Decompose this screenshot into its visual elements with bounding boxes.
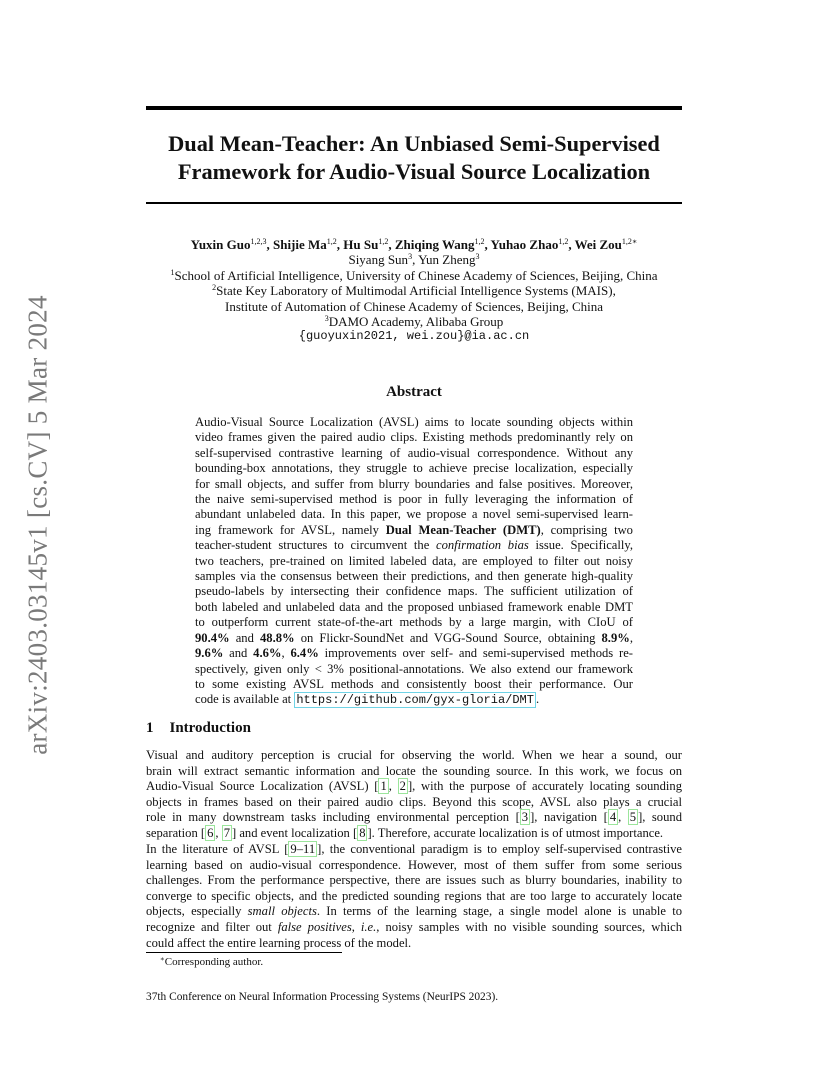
author-7-affil: 3 (408, 252, 413, 262)
body-text: recognize and filter out (146, 919, 278, 934)
section-number: 1 (146, 720, 154, 736)
affiliation-3-mark: 3 (324, 314, 329, 324)
affiliation-2-cont: Institute of Automation of Chinese Academy of Sciences, Beijing, China (224, 298, 603, 314)
affiliation-3-text: DAMO Academy, Alibaba Group (328, 314, 504, 330)
body-text: , (215, 825, 222, 840)
abstract-text: and (229, 630, 260, 645)
citation-link[interactable]: 9–11 (290, 842, 316, 856)
abstract-text: . (535, 692, 540, 707)
metric-value: 9.6% (195, 646, 224, 661)
citation-link[interactable]: 3 (521, 810, 529, 825)
affiliation-2-mark: 2 (212, 283, 217, 293)
citation-link[interactable]: 8 (359, 825, 366, 840)
metric-value: 90.4% (195, 630, 230, 645)
body-line: converge to specific objects, and the predicted sounding regions that are too large to accurately locate (146, 888, 682, 903)
footnote-rule (146, 952, 342, 953)
arxiv-stamp-text: arXiv:2403.03145v1 [cs.CV] 5 Mar 2024 (22, 295, 53, 755)
author-line-1: Yuxin Guo$^{1,2,3}$, Shijie Ma$^{1,2}$, Hu Su$^{1,2}$, Zhiqing Wang$^{1,2}$, Yuhao Zhao$^{1,2}$, Wei Zou$^{1,2∗}$ (190, 237, 638, 252)
arxiv-stamp (18, 290, 58, 760)
emphasis-text: confirmation bias (436, 538, 529, 553)
citation-link[interactable]: 1 (380, 779, 387, 794)
footnote-mark: ∗ (160, 955, 165, 963)
body-text: , (388, 779, 398, 794)
abstract-line: for small objects, and suffer from blurry boundaries and false positives. Moreover, (195, 476, 633, 491)
abstract-line: video frames given the paired audio clips. Existing methods predominantly rely on (195, 430, 633, 445)
metric-value: 6.4% (290, 646, 319, 661)
body-text: ], the conventional paradigm is to employ self-supervised contrastive (317, 842, 682, 856)
abstract-line (195, 538, 633, 553)
body-line: brain will extract semantic information and locate the sounding source. In this work, we focus on (146, 763, 682, 778)
author-3-affil: 1,2 (378, 237, 389, 246)
abstract-line: to some existing AVSL methods and consistently boost their performance. Our (195, 676, 633, 691)
paper-title (146, 130, 682, 186)
author-5-affil: 1,2 (558, 237, 569, 246)
footnote (160, 956, 263, 968)
abstract-line: samples via the consensus between their predictions, and then generate high-quality (195, 569, 633, 584)
abstract-text: code is available at (195, 692, 295, 707)
body-text: ], sound (638, 810, 682, 825)
author-6: Wei Zou (574, 237, 622, 252)
abstract-text: ing framework for AVSL, namely (195, 522, 386, 537)
abstract-text: improvements over self- and semi-supervised methods re- (318, 646, 633, 661)
abstract-line: both labeled and unlabeled data and the proposed unbiased framework enable DMT (195, 599, 633, 614)
abstract-text: , (281, 646, 291, 661)
author-8: Yun Zheng (418, 252, 476, 268)
author-block (146, 237, 682, 345)
abstract-line: bounding-box annotations, they struggle to achieve precise localization, especially (195, 461, 633, 476)
conference-note: 37th Conference on Neural Information Processing Systems (NeurIPS 2023). (146, 991, 499, 1003)
abstract-text: , (629, 630, 633, 645)
abstract-line (195, 523, 633, 538)
body-text: ], with the purpose of accurately locating sounding (407, 779, 682, 794)
body-text: , (618, 810, 628, 825)
author-1: Yuxin Guo (190, 237, 251, 252)
abstract-text: and (223, 646, 254, 661)
title-line-1: Dual Mean-Teacher: An Unbiased Semi-Supervised (168, 131, 660, 156)
abstract-line: self-supervised contrastive learning of audio-visual correspondence. Without any (195, 445, 633, 460)
abstract-body (195, 415, 633, 709)
abstract-line (195, 646, 633, 661)
citation-link[interactable]: 6 (207, 825, 214, 840)
abstract-text: teacher-student structures to circumvent the (195, 538, 436, 553)
body-text: , (351, 919, 361, 934)
body-text: objects, especially (146, 904, 248, 919)
body-text: . In terms of the learning stage, a single model alone is unable to (316, 904, 682, 919)
body-line (146, 842, 682, 858)
author-line-2: Siyang Sun$^3$, Yun Zheng$^3$ (348, 252, 480, 268)
author-3: Hu Su (343, 237, 379, 252)
abstract-line: spectively, given only < 3% positional-annotations. We also extend our framework (195, 661, 633, 676)
title-line-2: Framework for Audio-Visual Source Localization (177, 159, 651, 184)
body-text: separation [ (146, 825, 206, 840)
body-line (146, 904, 682, 920)
author-2: Shijie Ma (272, 237, 327, 252)
body-text: ]. Therefore, accurate localization is of utmost importance. (367, 825, 664, 840)
author-5: Yuhao Zhao (490, 237, 559, 252)
author-7: Siyang Sun (348, 252, 409, 268)
abstract-text: , comprising two (540, 522, 633, 537)
citation-link[interactable]: 5 (629, 810, 637, 825)
body-text: In the literature of AVSL [ (146, 842, 289, 856)
body-line: Visual and auditory perception is crucial for observing the world. When we hear a sound, our (146, 748, 682, 762)
emphasis-text: i.e. (360, 919, 377, 934)
body-line: learning based on audio-visual correspondence. However, most of them suffer from some serious (146, 857, 682, 872)
affiliation-1-mark: 1 (170, 267, 175, 277)
abstract-heading: Abstract (386, 384, 442, 400)
metric-value: 48.8% (259, 630, 295, 645)
author-1-affil: 1,2,3 (250, 237, 267, 246)
title-bottom-rule (146, 202, 682, 204)
emphasis-text: false positives (277, 919, 352, 934)
intro-paragraph-2 (146, 842, 682, 951)
affiliation-2-text: State Key Laboratory of Multimodal Artificial Intelligence Systems (MAIS), (216, 283, 616, 299)
author-2-affil: 1,2 (326, 237, 337, 246)
intro-paragraph-1 (146, 748, 682, 842)
emphasis-text: small objects (247, 904, 317, 919)
affiliation-1 (146, 268, 682, 283)
affiliation-1-text: School of Artificial Intelligence, University of Chinese Academy of Sciences, Beijing, China (174, 267, 658, 283)
author-4: Zhiqing Wang (394, 237, 475, 252)
author-6-affil: 1,2∗ (621, 237, 638, 246)
abstract-line (195, 692, 633, 708)
body-text: Audio-Visual Source Localization (AVSL) [ (146, 779, 379, 794)
title-top-rule (146, 106, 682, 110)
body-line (146, 810, 682, 826)
body-line: could affect the entire learning process of the model. (146, 935, 412, 950)
body-line (146, 826, 682, 842)
citation-link[interactable]: 4 (609, 810, 617, 825)
body-text: ] and event localization [ (232, 825, 358, 840)
abstract-line (195, 631, 633, 646)
abstract-line: abundant unlabeled data. In this paper, we propose a novel semi-supervised learn- (195, 507, 633, 522)
body-text: ], navigation [ (530, 810, 608, 825)
abstract-line: to outperform current state-of-the-art methods by a large margin, with CIoU of (195, 615, 633, 630)
affiliation-3 (146, 314, 682, 329)
body-text: role in many downstream tasks including environmental perception [ (146, 810, 520, 825)
section-heading (146, 720, 251, 737)
body-text: , noisy samples with no visible sounding sources, which (376, 919, 682, 934)
citation-link[interactable]: 2 (399, 779, 406, 794)
author-8-affil: 3 (475, 252, 480, 262)
abstract-line: two teachers, pre-trained on limited labeled data, are employed to filter out noisy (195, 553, 633, 568)
abstract-line: the naive semi-supervised method is poor in fully leveraging the information of (195, 492, 633, 507)
abstract-text: issue. Specifically, (528, 538, 634, 553)
abstract-line: Audio-Visual Source Localization (AVSL) aims to locate sounding objects within (195, 415, 633, 429)
abstract-text: on Flickr-SoundNet and VGG-Sound Source, obtaining (294, 630, 602, 645)
metric-value: 4.6% (253, 646, 282, 661)
metric-value: 8.9% (601, 630, 630, 645)
footnote-text: Corresponding author. (164, 956, 264, 968)
citation-link[interactable]: 7 (223, 825, 230, 840)
method-name: Dual Mean-Teacher (DMT) (385, 522, 541, 537)
affiliation-2 (146, 283, 682, 298)
contact-email: {guoyuxin2021, wei.zou}@ia.ac.cn (298, 329, 530, 344)
abstract-line: pseudo-labels by intersecting their confidence maps. The sufficient utilization of (195, 584, 633, 599)
body-line (146, 779, 682, 795)
body-line: objects in frames based on their paired audio clips. Beyond this scope, AVSL also plays a crucial (146, 794, 682, 809)
body-line: challenges. From the performance perspective, there are issues such as blurry boundaries, inability to (146, 873, 682, 888)
section-title: Introduction (169, 720, 251, 736)
code-link[interactable]: https://github.com/gyx-gloria/DMT (296, 693, 534, 708)
body-line (146, 920, 682, 936)
author-4-affil: 1,2 (474, 237, 485, 246)
